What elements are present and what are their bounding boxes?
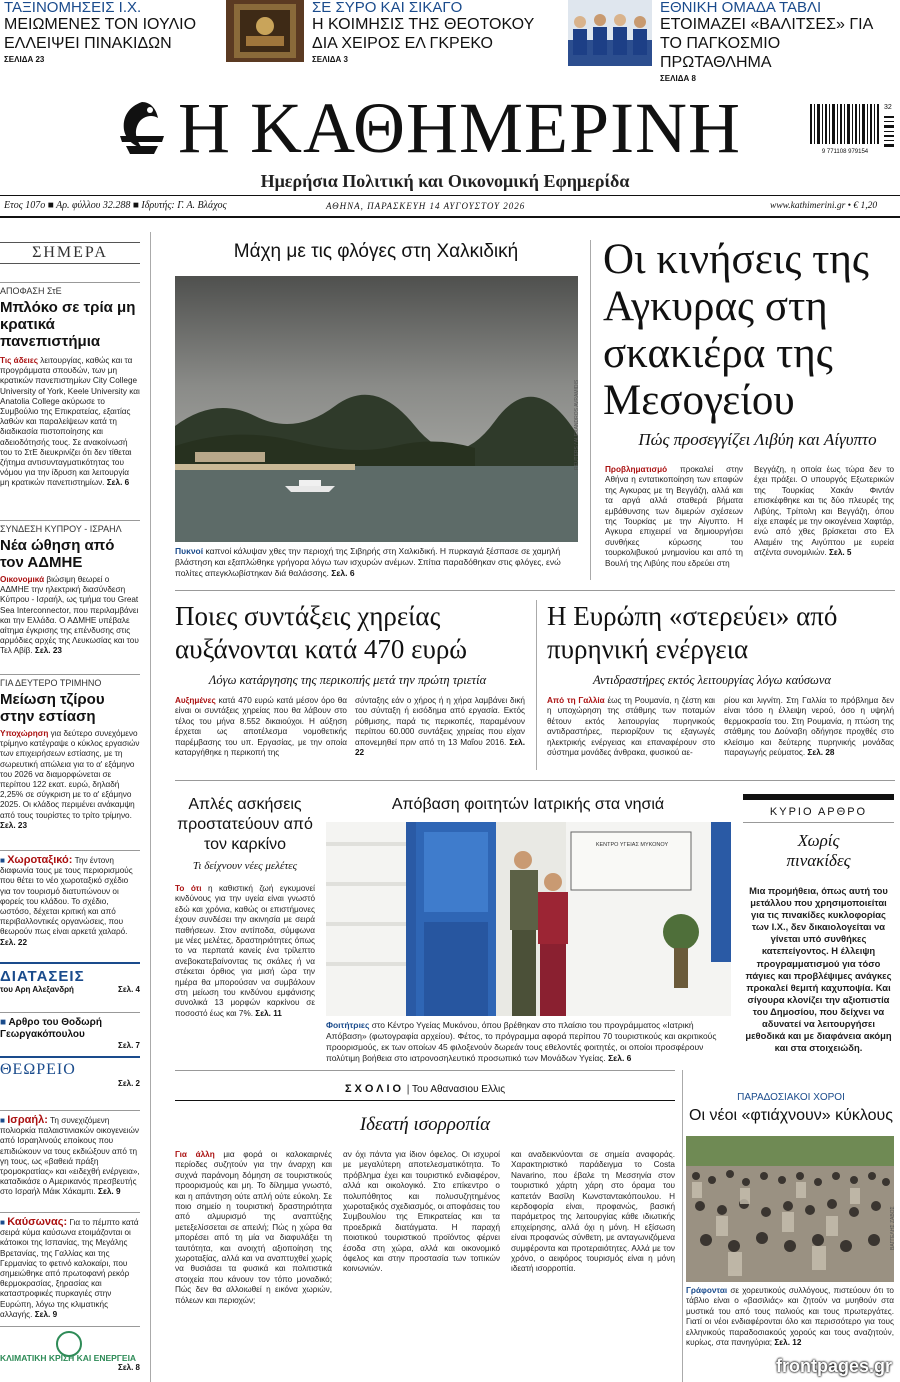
- barcode-side: [884, 116, 894, 150]
- nuclear-subtitle: Αντιδραστήρες εκτός λειτουργίας λόγω καύσωνα: [593, 673, 831, 687]
- editorial-box[interactable]: [743, 794, 894, 1062]
- teaser-page: ΣΕΛΙΔΑ 3: [312, 55, 348, 64]
- fire-photo-credit: REUTERS / ALEXANDROS AVRAMIDIS: [574, 379, 580, 470]
- sidebar-item-admie[interactable]: [0, 520, 140, 657]
- comment-rule: [175, 1100, 675, 1101]
- sidebar-kafsonas[interactable]: ■ Καύσωνας: Για το πέμπτο κατά σειρά κύμα καύσωνα ετοιμάζονται οι κάτοικοι της Ισπανίας, της Μεγάλης Βρετανίας, της Γαλλίας και της Γερμανίας το φετινό καλοκαίρι, που σημειώθηκε από πρωτοφανή ρεκόρ θερμοκρασίας, ξηρασίας και καταστροφικές πυρκαγιές στην Ευρώπη, λόγω της κλιματικής αλλαγής. Σελ. 9: [0, 1212, 140, 1320]
- exercise-body: Το ότι η καθιστική ζωή εγκυμονεί κινδύνους για την υγεία είναι γνωστό εδώ και χρόνια, καθώς οι επιστήμονες έχουν συνδέσει την ακινησία με σειρά παθήσεων. Στον αντίποδα, σύμφωνα με νέες μελέτες, δραστηριότητες όπως το να περπατά κανείς ένα τρίλεπτο ανεβοκατεβαίνοντας τις σκάλες ή να στέκεται όρθιος για μισή ώρα την ημέρα θα μπορούσαν να συμβάλουν στη μείωση του κινδύνου εμφάνισης συνολικά 13 μορφών καρκίνου σε ποσοστό έως και 7%. Σελ. 11: [175, 884, 315, 1018]
- teaser-page: ΣΕΛΙΔΑ 23: [4, 55, 45, 64]
- pensions-title[interactable]: Ποιες συντάξεις χηρείας αυξάνονται κατά 470 ευρώ: [175, 601, 468, 664]
- barcode-issue: 32: [884, 104, 892, 111]
- row-divider-2: [536, 600, 537, 770]
- fire-title: Μάχη με τις φλόγες στη Χαλκιδική: [233, 241, 519, 262]
- row-rule-1: [175, 590, 895, 591]
- theoreio-title: ΘΕΩΡΕΙΟ: [0, 1061, 76, 1078]
- dances-photo: [686, 1136, 894, 1282]
- editorial-body: Μια προμήθεια, όπως αυτή του μετάλλου που χρησιμοποιείται για τις πινακίδες κυκλοφορίας των Ι.Χ., δεν δικαιολογείται να γίνεται υπό συνθήκες κατεπείγοντος. Η έλλειψη προγραμματισμού για τόσο πάγιες και προβλέψιμες ανάγκες προκαλεί θεμιτή καχυποψία. Και σίγουρα κλονίζει την αξιοπιστία του Δημοσίου, που δείχνει να αδυνατεί να λειτουργήσει μεθοδικά και με διαφάνεια ακόμη και στα στοιχειώδη.: [745, 885, 892, 1054]
- sidebar: [0, 218, 140, 1382]
- row-rule-3: [175, 1070, 675, 1071]
- lead-story-divider: [590, 240, 591, 580]
- teaser-2[interactable]: [312, 0, 542, 70]
- sidebar-item-university[interactable]: [0, 282, 140, 489]
- article-ref: Σελ. 7: [118, 1041, 140, 1050]
- comment-title[interactable]: Ιδεατή ισορροπία: [359, 1114, 491, 1135]
- teaser-1[interactable]: [4, 0, 204, 70]
- dateline-center: ΑΘΗΝΑ, ΠΑΡΑΣΚΕΥΗ 14 ΑΥΓΟΥΣΤΟΥ 2026: [326, 201, 526, 211]
- climate-globe-icon: [56, 1331, 82, 1357]
- sidebar-diataseis[interactable]: [0, 962, 140, 994]
- sidebar-kicker: ΓΙΑ ΔΕΥΤΕΡΟ ΤΡΙΜΗΝΟ: [0, 674, 140, 688]
- dances-body: Γράφονται σε χορευτικούς συλλόγους, πιστεύουν ότι το τάβλιο είναι ο «βασιλιάς» και ζητούν να μυηθούν στα μυστικά του από τους παλιούς και τους πρωτεργάτες. Γιατί οι νέοι ενδιαφέρονται όλο και περισσότερο για τους ελληνικούς παραδοσιακούς χορούς και τους αναζητούν, κυρίως, στα πανηγύρια; Σελ. 12: [686, 1286, 894, 1348]
- masthead-title: Η ΚΑΘΗΜΕΡΙΝΗ: [178, 88, 742, 168]
- students-caption: Φοιτήτριες στο Κέντρο Υγείας Μυκόνου, όπου βρέθηκαν στο πλαίσιο του προγράμματος «Ιατρική Απόβαση» (φωτογραφία αρχείου). Φέτος, το πρόγραμμα αφορά περίπου 70 τουριστικούς και ακριτικούς προορισμούς, εκ των οποίων 45 φιλοξενούν δωρεάν τους εθελοντές φοιτητές, οι οποίοι προσφέρουν πολύτιμη βοήθεια στο ιατρονοσηλευτικό προσωπικό των Μονάδων Υγείας. Σελ. 6: [326, 1020, 717, 1063]
- teaser-title: ΕΤΟΙΜΑΖΕΙ «ΒΑΛΙΤΣΕΣ» ΓΙΑ ΤΟ ΠΑΓΚΟΣΜΙΟ ΠΡΩΤΑΘΛΗΜΑ: [660, 16, 873, 71]
- masthead-subtitle: Ημερήσια Πολιτική και Οικονομική Εφημερίδα: [260, 171, 630, 191]
- dateline-rule-top: [0, 195, 900, 196]
- students-photo: [326, 822, 731, 1016]
- dances-kicker: ΠΑΡΑΔΟΣΙΑΚΟΙ ΧΟΡΟΙ: [737, 1092, 845, 1103]
- watermark-text: frontpages.gr: [776, 1356, 893, 1376]
- sidebar-divider: [150, 232, 151, 1382]
- sidebar-chorotaxiko[interactable]: ■ Χωροταξικό: Την έντονη διαφωνία τους με τους περιορισμούς που θέτει το νέο χωροταξικό σχέδιο για τον τουρισμό διατυπώνουν οι φορείς του κλάδου. Το σχέδιο, ωστόσο, δέχεται κριτική και από περιβαλλοντικές οργανώσεις, που θεωρούν πως είναι αρκετά χαλαρό. Σελ. 22: [0, 850, 140, 948]
- sidebar-climate[interactable]: [0, 1326, 140, 1372]
- nuclear-col2: ρίου και λιγνίτη. Στη Γαλλία το πρόβλημα δεν είναι τόσο η έλλειψη νερού, όσο η υψηλή θερμοκρασία του. Στη Ρουμανία, η πτώση της στάθμης του Δούναβη οδήγησε προχθές στο κλείσιμο και δεύτερης πυρηνικής μονάδας παραγωγής ρεύματος. Σελ. 28: [724, 696, 894, 758]
- editorial-rule: [743, 822, 894, 823]
- sidebar-title: Μπλόκο σε τρία μη κρατικά πανεπιστήμια: [0, 299, 136, 350]
- pensions-col1: Αυξημένες κατά 470 ευρώ κατά μέσον όρο θα είναι οι συντάξεις χηρείας που θα λάβουν στο τέλος του μήνα 8.552 δικαιούχοι. Η αύξηση έρχεται ως αποτέλεσμα νομοθετικής παρέμβασης του υπ. Εργασίας, με την οποία καταργήθηκε η περικοπή της: [175, 696, 348, 758]
- article-title: Αρθρο του Θοδωρή Γεωργακόπουλου: [0, 1017, 102, 1040]
- row-rule-2: [175, 780, 895, 781]
- teaser-kicker: ΕΘΝΙΚΗ ΟΜΑΔΑ ΤΑΒΛΙ: [660, 0, 822, 16]
- sidebar-body: Τις άδειες λειτουργίας, καθώς και τα προγράμματα σπουδών, των μη κρατικών πανεπιστημίων City College University of York, Keele University και Anatolia College ακύρωσε το Συμβούλιο της Επικρατείας, εξαιτίας λαθών και παραλείψεων κατά τη διαδικασία πιστοποίησης και αδειοδότησής τους. Σε ανακοίνωσή του το ΣτΕ διευκρινίζει ότι δεν τίθεται ζήτημα αντισυνταγματικότητας του νόμου για την ίδρυση και λειτουργία μη κρατικών πανεπιστημίων. Σελ. 6: [0, 356, 140, 488]
- dances-photo-credit: ΒΑΓΓΕΛΗΣ ΖΑΒΟΣ: [890, 1206, 896, 1250]
- teaser-team-photo-icon: [568, 0, 652, 66]
- nuclear-col1: Από τη Γαλλία έως τη Ρουμανία, η ζέστη και η υποχώρηση της στάθμης των ποταμών θέτουν εκτός λειτουργίας πυρηνικούς αντιδραστήρες, περιορίζουν τις εξαγωγές ηλεκτρικής ενέργειας και επαναφέρουν στο σύστημα μονάδες άνθρακα, φυσικού αε-: [547, 696, 716, 758]
- dateline-right: www.kathimerini.gr • € 1,20: [770, 201, 878, 211]
- sidebar-title: Μείωση τζίρου στην εστίαση: [0, 691, 105, 725]
- dances-divider: [682, 1070, 683, 1382]
- teaser-title: ΜΕΙΩΜΕΝΕΣ ΤΟΝ ΙΟΥΛΙΟ ΕΛΛΕΙΨΕΙ ΠΙΝΑΚΙΔΩΝ: [4, 16, 197, 52]
- fire-caption: Πυκνοί καπνοί κάλυψαν χθες την περιοχή της Σιβηρής στη Χαλκιδική. Η πυρκαγιά ξέσπασε σε χαμηλή βλάστηση και εξαπλώθηκε γρήγορα λόγω των ισχυρών ανέμων. Σπίτια παραδόθηκαν στις φλόγες, ενώ πολίτες απεγκλωβίστηκαν διά θαλάσσης. Σελ. 6: [175, 546, 561, 578]
- sidebar-body: Οικονομικά βιώσιμη θεωρεί ο ΑΔΜΗΕ την ηλεκτρική διασύνδεση Κύπρου - Ισραήλ, ως τμήμα του Great Sea Interconnector, που περιλαμβάνει και την Ελλάδα. Ο ΑΔΜΗΕ υπέβαλε αίτημα έγκρισης της επένδυσης στις αρμόδιες αρχές της Λευκωσίας και του Τελ Αβίβ. Σελ. 23: [0, 575, 139, 656]
- diataseis-title: ΔΙΑΤΑΣΕΙΣ: [0, 968, 85, 985]
- comment-col2: αν όχι πάντα για ίδιον όφελος. Οι ισχυροί με μεγαλύτερη αποτελεσματικότητα. Το πρόβλημα έχει και τουριστικό ενδιαφέρον, αλλά και οικολογικό. Στο επίκεντρο ο πολυπόθητος και πολυσυζητημένος χωροταξικός σχεδιασμός, οι αποφάσεις του Συμβουλίου της Επικρατείας και τα προεδρικά διατάγματα. Η παραχή ποιοτικού τουριστικού προϊόντος φέρνει έσοδα στη χώρα, αλλά και οικονομικό όφελος και στην προστασία των τοπικών κοινωνιών.: [343, 1150, 500, 1274]
- nuclear-title[interactable]: Η Ευρώπη «στερεύει» από πυρηνική ενέργεια: [547, 601, 838, 664]
- exercise-subtitle: Τι δείχνουν νέες μελέτες: [192, 860, 298, 872]
- theoreio-ref: Σελ. 2: [118, 1079, 140, 1088]
- lead-story-col2: Βεγγάζη, η οποία έως τώρα δεν το έχει πράξει. Ο υπουργός Εξωτερικών της Τουρκίας Χακάν Φιντάν επισκέφθηκε και τις δύο πλευρές της Λιβύης, Τρίπολη και Βεγγάζη, όπου είχε επαφές με την οικογένεια Χαφτάρ, ενώ από χθες βρίσκεται στο Ελ Αλαμέιν της Αιγύπτου με ευρεία ατζέντα συνομιλιών. Σελ. 5: [754, 465, 894, 558]
- lead-story-col1: Προβληματισμό προκαλεί στην Αθήνα η εντατικοποίηση των επαφών της Αγκυρας με τη Βεγγάζη, αλλά και τα αργά αλλά σταθερά βήματα εμβάθυνσης των διμερών σχέσεων της Τουρκίας με την Αίγυπτο. Η Αγκυρα επιχειρεί να δημιουργήσει συνθήκες κύρωσης του τουρκολιβυκού μνημονίου και από τη Βουλή της Λιβύης που εδρεύει στη: [605, 465, 744, 568]
- students-title: Απόβαση φοιτητών Ιατρικής στα νησιά: [391, 796, 665, 813]
- teaser-page: ΣΕΛΙΔΑ 8: [660, 74, 696, 83]
- teaser-kicker: ΤΑΞΙΝΟΜΗΣΕΙΣ Ι.Χ.: [4, 0, 142, 16]
- editorial-label: ΚΥΡΙΟ ΑΡΘΡΟ: [769, 806, 868, 818]
- students-sign: ΚΕΝΤΡΟ ΥΓΕΙΑΣ ΜΥΚΟΝΟΥ: [595, 842, 669, 848]
- comment-col3: και αναδεικνύονται σε σημεία αναφοράς. Χαρακτηριστικό παράδειγμα το Costa Navarino, που έβαλε τη Μεσσηνία στον τουριστικό χάρτη χάρη στο όραμα του καπετάν Βασίλη Κωνσταντακόπουλου. Η κερδοφορία είναι, προφανώς, βασική παράμετρος της λειτουργίας κάθε ιδιωτικής επιχείρησης, αλλά όχι η μόνη. Η εξίσωση είναι προφανώς σύνθετη, με ανταγωνιζόμενα συμφέροντα και προτεραιότητες. Αλλά με τον χρόνο, ο αειφόρος τουρισμός είναι η μόνη ιδεατή ισορροπία.: [511, 1150, 675, 1274]
- climate-ref: Σελ. 8: [118, 1363, 140, 1372]
- sidebar-item-catering[interactable]: [0, 674, 140, 831]
- sidebar-kicker: ΣΥΝΔΕΣΗ ΚΥΠΡΟΥ - ΙΣΡΑΗΛ: [0, 520, 140, 534]
- fire-photo: [175, 276, 578, 542]
- exercise-title[interactable]: Απλές ασκήσεις προστατεύουν από τον καρκίνο: [177, 796, 313, 853]
- comment-header: ΣΧΟΛΙΟ | Του Αθανασιου Ελλις: [344, 1083, 506, 1095]
- editorial-title: Χωρίς πινακίδες: [786, 831, 851, 870]
- sidebar-title: Νέα ώθηση από τον ΑΔΜΗΕ: [0, 537, 115, 571]
- pensions-col2: σύνταξης εάν ο χήρος ή η χήρα λαμβάνει δική του σύνταξη ή εισόδημα από εργασία. Εκτός ρύθμισης, παρά τις περικοπές, παραμένουν περίπου 60.000 συντάξεις χηρείας που είχαν απονεμηθεί πριν από τη 13 Μαΐου 2016. Σελ. 22: [355, 696, 526, 758]
- sidebar-theoreio[interactable]: [0, 1056, 140, 1088]
- barcode-number: 9 771108 979154: [821, 149, 869, 155]
- lead-story-title[interactable]: Οι κινήσεις της Αγκυρας στη σκακιέρα της Μεσογείου: [603, 236, 869, 424]
- comment-col1: Για άλλη μια φορά οι καλοκαιρινές περίοδες συζητούν για την άναρχη και συχνά παράνομη δόμηση σε τουριστικούς προορισμούς και μη. Το δίλημμα γνωστό, και η απάντηση ούτε απλή ούτε εύκολη. Σε ποιο σημείο η τουριστική δραστηριότητα από αλμυρισμό της αναπτύξης μετεξελίσσεται σε απειλή; Πώς η χώρα θα μπορέσει από τη μία να διαφυλάξει τη ταυτότητα, και ανοιχτή αξιοποίηση της χωροταξίας, αλλά και να αναπτυχθεί χωρίς να θυσιάσει τα φυσικά και πολιτιστικά στοιχεία που κάνουν τον τόπο μοναδικό; Πώς δεν θα αλλοιωθεί η εικόνα χωριών, πόλεων και περιοχών;: [175, 1150, 332, 1305]
- comment-author: Του Αθανασιου Ελλις: [412, 1084, 506, 1095]
- comment-label: ΣΧΟΛΙΟ: [344, 1083, 405, 1095]
- pensions-subtitle: Λόγω κατάργησης της περικοπής μετά την πρώτη τριετία: [208, 673, 487, 687]
- diataseis-ref: Σελ. 4: [118, 985, 140, 994]
- dateline-left: Ετος 107ο ■ Αρ. φύλλου 32.288 ■ Ιδρυτής: Γ. Α. Βλάχος: [4, 200, 227, 211]
- sidebar-kicker: ΑΠΟΦΑΣΗ ΣτΕ: [0, 282, 140, 296]
- today-header: ΣΗΜΕΡΑ: [0, 242, 140, 264]
- teaser-kicker: ΣΕ ΣΥΡΟ ΚΑΙ ΣΙΚΑΓΟ: [312, 0, 463, 16]
- barcode: [810, 104, 880, 155]
- teaser-image-icon: [226, 0, 304, 62]
- sidebar-body: Υποχώρηση για δεύτερο συνεχόμενο τρίμηνο κατέγραψε ο κύκλος εργασιών των επιχειρήσεων εστίασης, με τη σωρευτική απώλεια για το α' εξάμηνο του 2026 να διαμορφώνεται σε περίπου 122 εκατ. ευρώ, δηλαδή 2,25% σε σύγκριση με το α' εξάμηνο 2025. Οι κλάδος περιμένει ανάκαμψη από τους τουρίστες το τρίτο τρίμηνο. Σελ. 23: [0, 729, 140, 830]
- lead-story-subtitle: Πώς προσεγγίζει Λιβύη και Αίγυπτο: [638, 430, 877, 449]
- diataseis-author: του Αρη Αλεξανδρή: [0, 985, 74, 994]
- sidebar-israel[interactable]: ■ Ισραήλ: Τη συνεχιζόμενη πολιορκία παλαιστινιακών οικογενειών από Ισραηλινούς εποίκους που επιδιώκουν να τους εκδιώξουν από τη γη τους, ως «βαθειά πράξη τρομοκρατίας» και «ειδεχθή ενέργεια», καταδικάσε ο Αμερικανός πρεσβευτής στο Ισραήλ Μάικ Χάκαμπι. Σελ. 9: [0, 1110, 140, 1198]
- masthead-logo-icon: [112, 96, 172, 160]
- sidebar-article[interactable]: ■ Αρθρο του Θοδωρή Γεωργακόπουλου Σελ. 7: [0, 1012, 140, 1050]
- dances-title[interactable]: Οι νέοι «φτιάχνουν» κύκλους: [689, 1107, 893, 1124]
- climate-title: ΚΛΙΜΑΤΙΚΗ ΚΡΙΣΗ ΚΑΙ ΕΝΕΡΓΕΙΑ: [0, 1353, 137, 1363]
- teaser-3[interactable]: [660, 0, 896, 83]
- teaser-title: Η ΚΟΙΜΗΣΙΣ ΤΗΣ ΘΕΟΤΟΚΟΥ ΔΙΑ ΧΕΙΡΟΣ ΕΛ ΓΚΡΕΚΟ: [312, 16, 534, 52]
